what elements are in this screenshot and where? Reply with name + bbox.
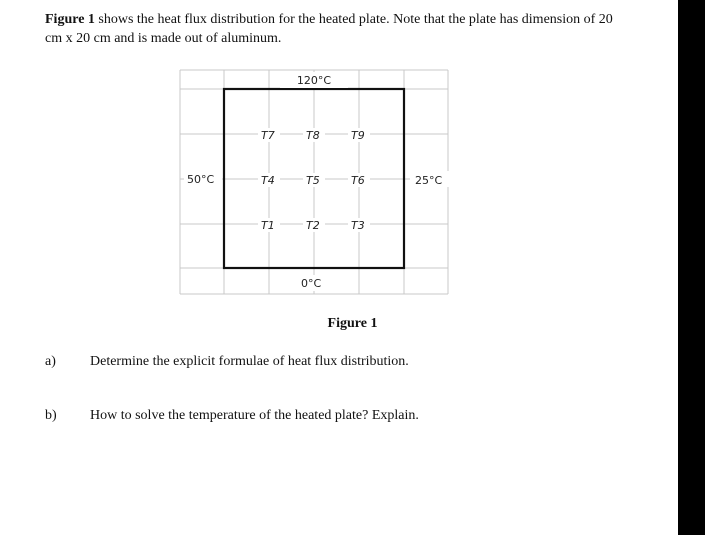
question-a-label: a) xyxy=(45,354,56,369)
figure-caption: Figure 1 xyxy=(327,316,378,331)
plate-grid-diagram xyxy=(178,68,450,296)
node-t4: T4 xyxy=(261,174,275,187)
node-t1: T1 xyxy=(261,219,275,232)
node-t6: T6 xyxy=(351,174,365,187)
question-b-text: How to solve the temperature of the heated plate? Explain. xyxy=(90,408,419,423)
intro-figure-ref: Figure 1 xyxy=(45,12,95,27)
node-t5: T5 xyxy=(306,174,320,187)
question-b-label: b) xyxy=(45,408,57,423)
node-t9: T9 xyxy=(351,129,365,142)
boundary-left-label: 50°C xyxy=(187,173,215,186)
question-a-text: Determine the explicit formulae of heat flux distribution. xyxy=(90,354,409,369)
node-t2: T2 xyxy=(306,219,320,232)
boundary-top-label: 120°C xyxy=(296,74,332,87)
boundary-right-label: 25°C xyxy=(415,174,443,187)
node-t8: T8 xyxy=(306,129,320,142)
boundary-bottom-label: 0°C xyxy=(301,277,322,290)
heated-plate-figure xyxy=(178,68,450,296)
node-t7: T7 xyxy=(261,129,275,142)
right-edge-bar xyxy=(678,0,705,535)
intro-paragraph xyxy=(45,10,615,48)
intro-text: shows the heat flux distribution for the heated plate. Note that the plate has dimension of 20 cm x 20 cm and is made out of aluminum. xyxy=(45,12,613,46)
node-t3: T3 xyxy=(351,219,365,232)
